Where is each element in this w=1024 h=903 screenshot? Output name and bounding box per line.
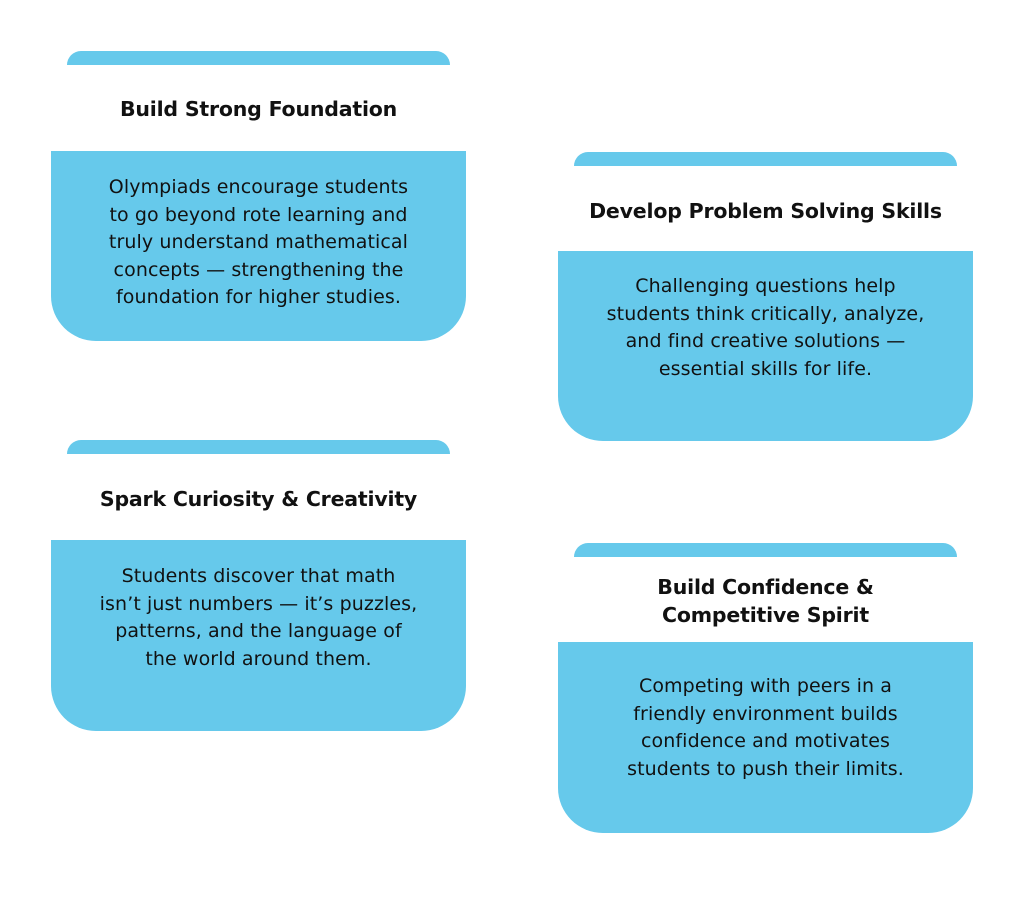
card-text-line: to go beyond rote learning and bbox=[109, 203, 408, 226]
card-description bbox=[584, 273, 947, 383]
card-text-line: students think critically, analyze, bbox=[606, 302, 925, 325]
card-text-line: the world around them. bbox=[145, 647, 372, 670]
card-description bbox=[77, 174, 440, 312]
card-body bbox=[558, 251, 973, 441]
card-text-line: concepts — strengthening the bbox=[113, 258, 404, 281]
card-text-line: and find creative solutions — bbox=[625, 330, 906, 353]
card-top-cap bbox=[67, 440, 450, 454]
card-text-line: students to push their limits. bbox=[627, 757, 904, 780]
card-title-line: Develop Problem Solving Skills bbox=[589, 199, 942, 223]
card-title bbox=[51, 485, 466, 513]
card-title-line: Build Confidence & bbox=[657, 575, 874, 599]
card-text-line: Challenging questions help bbox=[635, 275, 896, 297]
card-body bbox=[51, 540, 466, 731]
card-title-line: Build Strong Foundation bbox=[119, 97, 398, 121]
card-text-line: Competing with peers in a bbox=[638, 675, 893, 697]
card-title-line: Spark Curiosity & Creativity bbox=[99, 487, 418, 511]
card-text-line: Olympiads encourage students bbox=[108, 176, 409, 198]
card-text-line: friendly environment builds bbox=[633, 702, 898, 725]
card-text-line: truly understand mathematical bbox=[108, 231, 409, 254]
card-text-line: isn’t just numbers — it’s puzzles, bbox=[99, 592, 418, 615]
card-title bbox=[558, 573, 973, 629]
card-build-confidence-competitive-spirit bbox=[558, 543, 973, 833]
card-title-line: Competitive Spirit bbox=[662, 603, 869, 627]
card-top-cap bbox=[574, 152, 957, 166]
card-spark-curiosity-creativity bbox=[51, 440, 466, 731]
card-text-line: Students discover that math bbox=[121, 565, 396, 587]
card-description bbox=[77, 563, 440, 673]
card-build-strong-foundation bbox=[51, 51, 466, 341]
card-text-line: foundation for higher studies. bbox=[115, 286, 402, 309]
card-top-cap bbox=[574, 543, 957, 557]
card-title bbox=[51, 95, 466, 123]
card-top-cap bbox=[67, 51, 450, 65]
card-body bbox=[558, 642, 973, 833]
card-title bbox=[558, 197, 973, 225]
card-body bbox=[51, 151, 466, 341]
card-text-line: essential skills for life. bbox=[658, 357, 873, 380]
card-description bbox=[584, 673, 947, 783]
card-develop-problem-solving-skills bbox=[558, 152, 973, 441]
card-text-line: confidence and motivates bbox=[640, 730, 891, 753]
card-text-line: patterns, and the language of bbox=[115, 620, 402, 643]
